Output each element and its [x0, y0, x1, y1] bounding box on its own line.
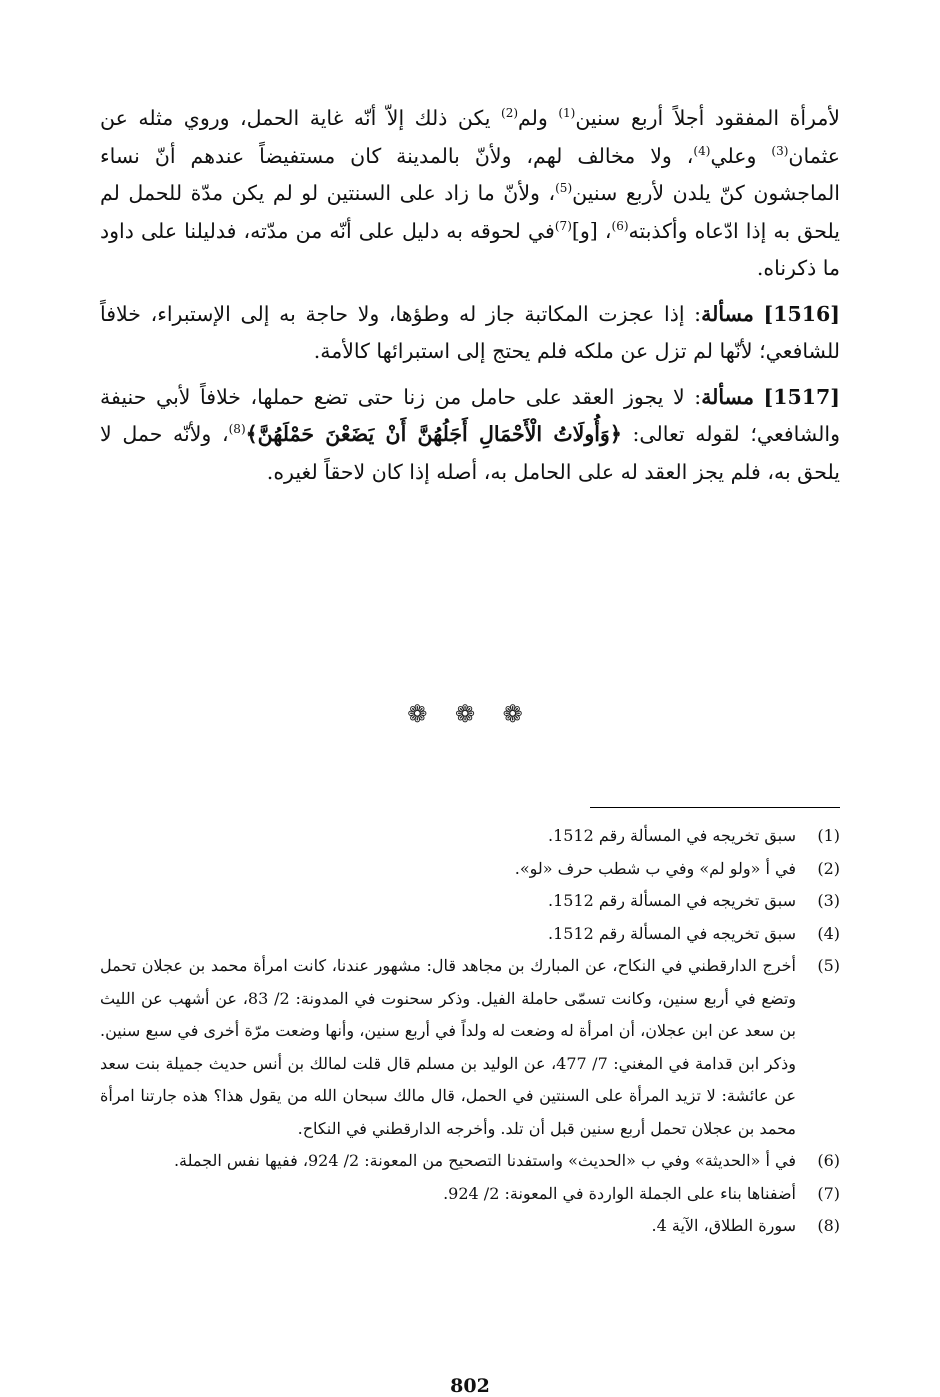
footnote-text: في أ «الحديثة» وفي ب «الحديث» واستفدنا التصحيح من المعونة: 2/ 924، ففيها نفس الجملة.: [173, 1151, 796, 1170]
footnote-marker[interactable]: (4): [693, 143, 711, 158]
footnote-item: [100, 1145, 840, 1178]
footnote-marker[interactable]: (7): [554, 218, 572, 233]
footnote-item: [100, 853, 840, 886]
footnote-item: [100, 820, 840, 853]
footnote-number: (7): [817, 1183, 840, 1203]
page-number: 802: [450, 1375, 490, 1397]
issue-1516: [1516] مسألة: إذا عجزت المكاتبة جاز له وطؤها، ولا حاجة به إلى الإستبراء، خلافاً للشافعي؛ لأنّها لم تزل عن ملكه فلم يحتج إلى استبرائها كالأمة.: [100, 301, 840, 363]
quran-verse: ﴿وَأُولَاتُ الْأَحْمَالِ أَجَلُهُنَّ أَنْ يَضَعْنَ حَمْلَهُنَّ﴾: [245, 422, 622, 446]
footnote-number: (3): [817, 891, 840, 910]
footnote-number: (6): [817, 1151, 840, 1170]
book-page: [100, 100, 841, 1397]
footnote-item: [100, 1178, 840, 1211]
footnote-item: [100, 918, 840, 951]
footnote-item: [100, 885, 840, 918]
footnotes: [100, 820, 840, 1243]
footnote-text: سورة الطلاق، الآية 4.: [651, 1216, 796, 1235]
footnote-number: (5): [817, 956, 840, 975]
issue-number: [1517]: [763, 384, 840, 409]
footnote-number: (1): [817, 826, 840, 845]
footnote-item: [100, 950, 840, 1145]
footnote-item: [100, 1210, 840, 1243]
section-ornament: ❁ ❁ ❁: [407, 700, 533, 728]
footnote-number: (2): [817, 858, 840, 878]
footnote-text: أضفناها بناء على الجملة الواردة في المعونة: 2/ 924.: [443, 1183, 796, 1203]
footnote-text: أخرج الدارقطني في النكاح، عن المبارك بن مجاهد قال: مشهور عندنا، كانت امرأة محمد بن عجلان تحمل وتضع في أربع سنين، وكانت تسمّى حاملة الفيل. وذكر سحنوت في المدونة: 2/ 83، عن أشهب عن الليث بن سعد عن ابن عجلان، أن امرأة له وضعت له ولداً في أربع سنين، وأنها وضعت مرّة أخرى في سبع سنين. وذكر ابن قدامة في المغني: 7/ 477، عن الوليد بن مسلم قال قلت لمالك بن أنس حديث جميلة بنت سعد عن عائشة: لا تزيد المرأة على السنتين في الحمل، قال مالك سبحان الله من يقول هذا؟ هذه جارتنا امرأة محمد بن عجلان تحمل أربع سنين قبل أن تلد. وأخرجه الدارقطني في النكاح.: [100, 956, 797, 1138]
footnote-text: سبق تخريجه في المسألة رقم 1512.: [548, 923, 796, 943]
footnote-marker[interactable]: (3): [771, 143, 789, 158]
issue-1517: [1517] مسألة: لا يجوز العقد على حامل من زنا حتى تضع حملها، خلافاً لأبي حنيفة والشافعي؛ لقوله تعالى: ﴿وَأُولَاتُ الْأَحْمَالِ أَجَلُهُنَّ أَنْ يَضَعْنَ حَمْلَهُنَّ﴾$^{(8)}$، ولأنّه حمل لا يلحق به، فلم يجز العقد له على الحامل به، أصله إذا كان لاحقاً لغيره.: [100, 384, 841, 484]
footnote-number: (4): [817, 923, 840, 943]
footnote-text: سبق تخريجه في المسألة رقم 1512.: [548, 826, 796, 845]
issue-label: مسألة: [701, 301, 754, 326]
footnote-text: سبق تخريجه في المسألة رقم 1512.: [548, 891, 796, 910]
issue-label: مسألة: [701, 384, 754, 409]
main-text: [100, 100, 840, 491]
paragraph-1: لأمرأة المفقود أجلاً أربع سنين$^{(1)}$ ولم$^{(2)}$ يكن ذلك إلاّ أنّه غاية الحمل، وروي مثله عن عثمان$^{(3)}$ وعلي$^{(4)}$، ولا مخالف لهم، ولأنّ بالمدينة كان مستفيضاً عندهم أنّ نساء الماجشون كنّ يلدن لأربع سنين$^{(5)}$، ولأنّ ما زاد على السنتين لو لم يكن مدّة للحمل لم يلحق به إذا ادّعاه وأكذبته$^{(6)}$، [و]$^{(7)}$في لحوقه به دليل على أنّه من مدّته، فدليلنا على داود ما ذكرناه.: [100, 106, 841, 280]
footnote-marker[interactable]: (8): [228, 422, 246, 437]
footnote-text: في أ «ولو لم» وفي ب شطب حرف «لو».: [514, 858, 796, 878]
footnote-divider: [590, 807, 840, 808]
footnote-marker[interactable]: (5): [555, 181, 573, 196]
issue-number: [1516]: [763, 301, 840, 326]
footnote-marker[interactable]: (1): [558, 106, 576, 121]
footnote-number: (8): [817, 1216, 840, 1235]
footnote-marker[interactable]: (2): [501, 106, 519, 121]
footnote-marker[interactable]: (6): [611, 218, 629, 233]
